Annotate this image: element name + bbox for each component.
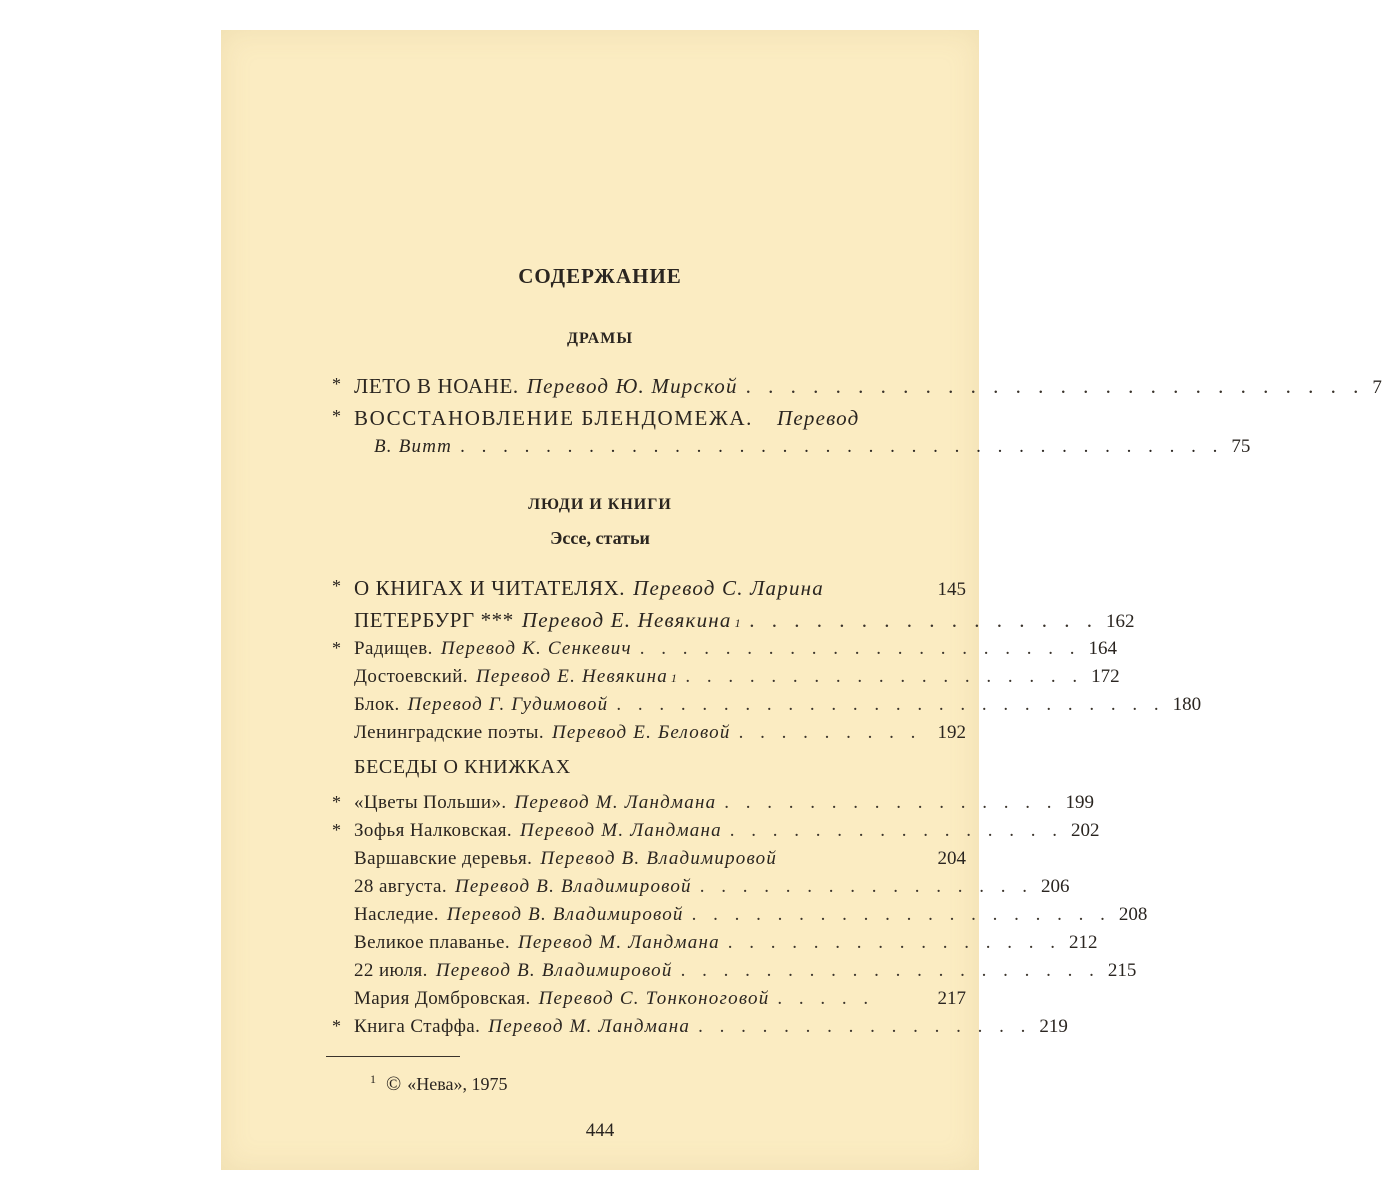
dot-leader: . . . . . . . . . . . . . . . . bbox=[699, 876, 1034, 897]
entry-translator: Перевод Е. Невякина bbox=[521, 608, 732, 632]
dot-leader: . . . . . . . . . . . . . . . . . . . . . bbox=[639, 638, 1081, 659]
entry-title: Варшавские деревья. bbox=[354, 848, 533, 869]
entry-page: 202 bbox=[1071, 820, 1100, 841]
toc-entry bbox=[332, 374, 1382, 402]
footnote-ref: 1 bbox=[670, 671, 678, 685]
toc-entry bbox=[354, 876, 1070, 904]
asterisk-marker: * bbox=[332, 792, 342, 812]
entry-title: ВОССТАНОВЛЕНИЕ БЛЕНДОМЕЖА. bbox=[354, 406, 753, 430]
entry-translator: Перевод bbox=[777, 406, 860, 430]
subsection-heading: БЕСЕДЫ О КНИЖКАХ bbox=[354, 756, 571, 778]
entry-title: ПЕТЕРБУРГ *** bbox=[354, 608, 514, 632]
entry-title: Великое плаванье. bbox=[354, 932, 510, 953]
entry-page: 208 bbox=[1118, 904, 1148, 925]
entry-page: 206 bbox=[1041, 876, 1070, 897]
dot-leader: . . . . . . . . . . . . . . . . . . . . . . . . . . . . bbox=[745, 374, 1365, 398]
toc-entry bbox=[332, 1016, 1068, 1044]
entry-translator: Перевод С. Тонконоговой bbox=[538, 988, 770, 1009]
entry-translator: Перевод К. Сенкевич bbox=[440, 638, 632, 659]
entry-title: 28 августа. bbox=[354, 876, 447, 897]
entry-translator: Перевод В. Владимировой bbox=[455, 876, 692, 897]
entry-page: 192 bbox=[937, 722, 966, 743]
entry-title: Блок. bbox=[354, 694, 400, 715]
entry-translator: Перевод М. Ландмана bbox=[520, 820, 722, 841]
dot-leader: . . . . . . . . . . . . . . . . bbox=[698, 1016, 1032, 1037]
copyright-symbol: © bbox=[386, 1073, 402, 1095]
entry-page: 199 bbox=[1065, 792, 1095, 813]
entry-page: 212 bbox=[1069, 932, 1098, 953]
footnote-mark: 1 bbox=[370, 1072, 376, 1086]
entry-page: 164 bbox=[1088, 638, 1118, 659]
toc-entry bbox=[354, 694, 1202, 722]
toc-entry bbox=[332, 576, 966, 604]
section-title-dramas: ДРАМЫ bbox=[566, 330, 634, 347]
page-number: 444 bbox=[585, 1120, 615, 1141]
footnote-text: «Нева», 1975 bbox=[407, 1074, 508, 1094]
entry-title: 22 июля. bbox=[354, 960, 428, 981]
toc-entry bbox=[332, 792, 1095, 820]
entry-title: Книга Стаффа. bbox=[354, 1016, 481, 1037]
entry-page: 215 bbox=[1107, 960, 1137, 981]
asterisk-marker: * bbox=[332, 638, 342, 658]
entry-translator: Перевод Е. Невякина bbox=[476, 666, 668, 687]
asterisk-marker: * bbox=[332, 374, 342, 394]
toc-entry bbox=[354, 932, 1098, 960]
entry-page: 217 bbox=[937, 988, 966, 1009]
entry-page: 162 bbox=[1105, 611, 1135, 632]
entry-translator: Перевод Ю. Мирской bbox=[526, 374, 738, 398]
entry-page: 145 bbox=[937, 579, 966, 600]
footnote-ref: 1 bbox=[734, 616, 742, 630]
entry-page: 7 bbox=[1372, 377, 1382, 398]
entry-title: Зофья Налковская. bbox=[354, 820, 513, 841]
toc-entry bbox=[354, 988, 966, 1016]
dot-leader: . . . . . . . . . . . . . . . . . . . . . . . . . . . . . . . . . . . . bbox=[460, 436, 1224, 457]
entry-title: «Цветы Польши». bbox=[354, 792, 507, 813]
toc-entry bbox=[354, 960, 1137, 988]
entry-title: О КНИГАХ И ЧИТАТЕЛЯХ. bbox=[354, 576, 626, 600]
toc-entry bbox=[332, 820, 1100, 848]
section-title-people-books: ЛЮДИ И КНИГИ bbox=[528, 496, 672, 513]
entry-page: 180 bbox=[1172, 694, 1202, 715]
entry-page: 75 bbox=[1231, 436, 1251, 457]
entry-translator: Перевод В. Владимировой bbox=[435, 960, 673, 981]
entry-title: ЛЕТО В НОАНЕ. bbox=[354, 374, 519, 398]
entry-title: Ленинградские поэты. bbox=[354, 722, 544, 743]
entry-page: 204 bbox=[937, 848, 966, 869]
entry-title: Наследие. bbox=[354, 904, 439, 925]
asterisk-marker: * bbox=[332, 406, 342, 426]
section-subtitle: Эссе, статьи bbox=[550, 528, 650, 548]
dot-leader: . . . . . . . . . bbox=[738, 722, 922, 743]
toc-entry bbox=[332, 638, 1118, 666]
entry-translator-cont: В. Витт bbox=[374, 436, 453, 457]
entry-translator: Перевод В. Владимировой bbox=[446, 904, 684, 925]
footnote-rule bbox=[326, 1056, 460, 1057]
dot-leader: . . . . . . . . . . . . . . . . . . . . . . . . . . bbox=[616, 694, 1165, 715]
asterisk-marker: * bbox=[332, 820, 342, 840]
dot-leader: . . . . . . . . . . . . . . . . bbox=[724, 792, 1058, 813]
toc-entry bbox=[332, 406, 966, 434]
toc-entry bbox=[354, 848, 966, 876]
dot-leader: . . . . . bbox=[777, 988, 875, 1009]
entry-translator: Перевод М. Ландмана bbox=[518, 932, 720, 953]
toc-title: СОДЕРЖАНИЕ bbox=[518, 264, 682, 288]
asterisk-marker: * bbox=[332, 1016, 342, 1036]
footnote bbox=[370, 1072, 507, 1096]
toc-entry-continuation bbox=[374, 436, 1251, 464]
toc-entry bbox=[354, 666, 1120, 694]
entry-title: Радищев. bbox=[354, 638, 433, 659]
entry-translator: Перевод Г. Гудимовой bbox=[407, 694, 609, 715]
entry-title: Достоевский. bbox=[354, 666, 468, 687]
entry-page: 219 bbox=[1039, 1016, 1068, 1037]
entry-title: Мария Домбровская. bbox=[354, 988, 531, 1009]
dot-leader: . . . . . . . . . . . . . . . . bbox=[749, 608, 1098, 632]
dot-leader: . . . . . . . . . . . . . . . . bbox=[729, 820, 1064, 841]
toc-entry bbox=[354, 722, 966, 750]
entry-translator: Перевод Е. Беловой bbox=[551, 722, 731, 743]
dot-leader: . . . . . . . . . . . . . . . . . . . bbox=[685, 666, 1084, 687]
asterisk-marker: * bbox=[332, 576, 342, 596]
dot-leader: . . . . . . . . . . . . . . . . bbox=[727, 932, 1062, 953]
entry-translator: Перевод М. Ландмана bbox=[488, 1016, 691, 1037]
entry-page: 172 bbox=[1091, 666, 1120, 687]
dot-leader: . . . . . . . . . . . . . . . . . . . . bbox=[691, 904, 1111, 925]
toc-entry bbox=[354, 904, 1148, 932]
entry-translator: Перевод С. Ларина bbox=[633, 576, 824, 600]
entry-translator: Перевод М. Ландмана bbox=[514, 792, 717, 813]
dot-leader: . . . . . . . . . . . . . . . . . . . . bbox=[680, 960, 1100, 981]
toc-entry bbox=[354, 608, 1135, 636]
entry-translator: Перевод В. Владимировой bbox=[540, 848, 778, 869]
